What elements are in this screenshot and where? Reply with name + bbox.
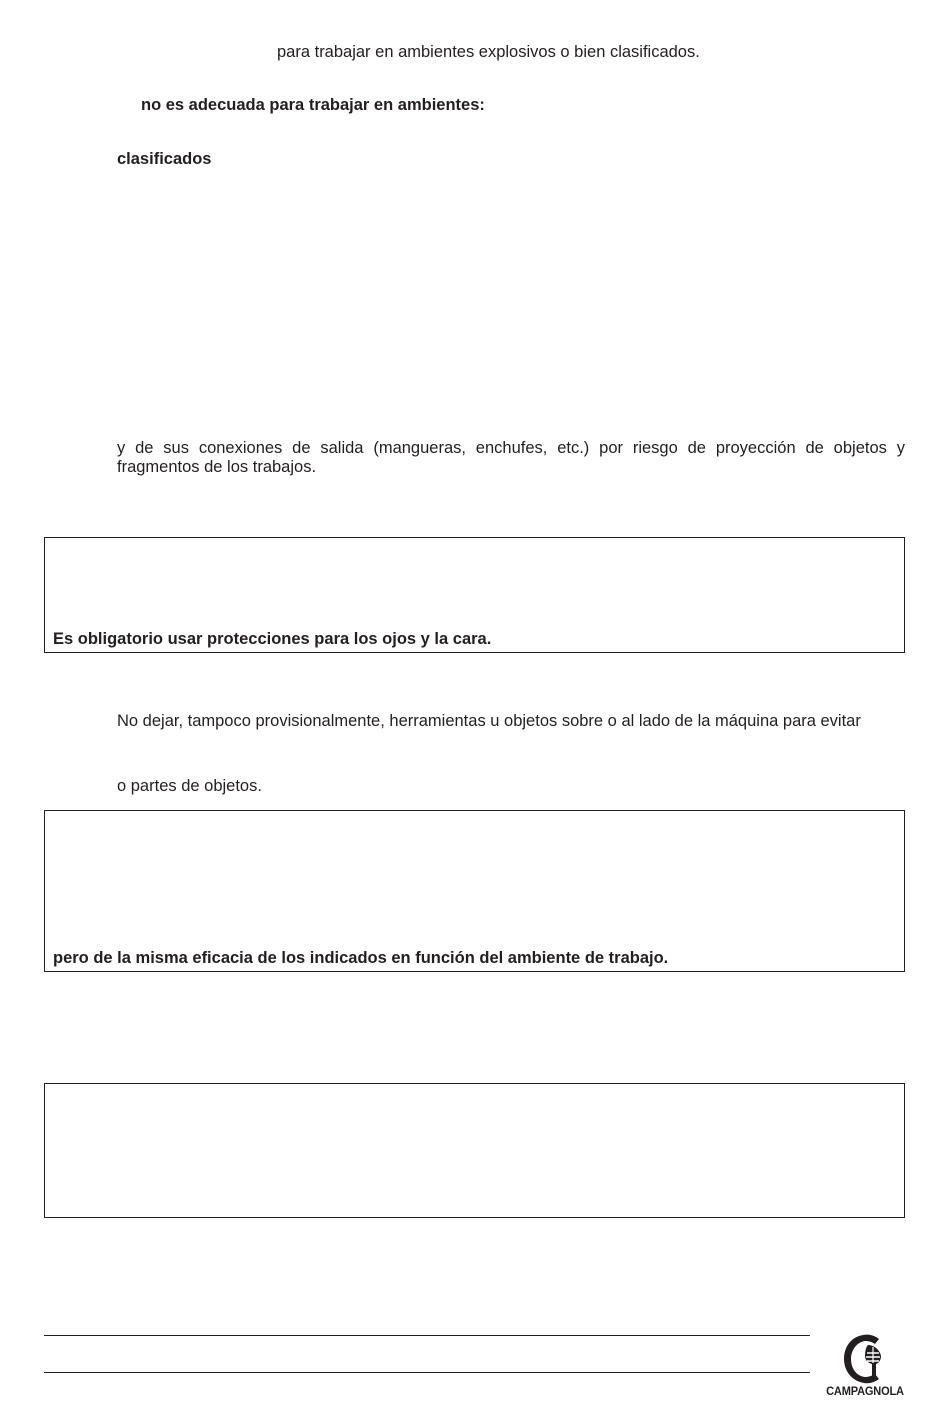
warning-box-empty (44, 1083, 905, 1218)
warning-box-text: Es obligatorio usar protecciones para los ojos y la cara. (53, 630, 492, 648)
warning-box-equivalent-efficacy (44, 810, 905, 972)
footer-rule-top (44, 1335, 810, 1336)
heading-not-suitable: no es adecuada para trabajar en ambientes: (141, 96, 485, 114)
line-explosive-environments: para trabajar en ambientes explosivos o bien clasificados. (277, 43, 700, 61)
logo-text: CAMPAGNOLA (826, 1384, 904, 1398)
footer-rule-bottom (44, 1372, 810, 1373)
paragraph-output-connections: y de sus conexiones de salida (mangueras, enchufes, etc.) por riesgo de proyección de objetos y fragmentos de los trabajos. (117, 439, 905, 476)
warning-box-eye-protection (44, 537, 905, 653)
campagnola-logo (820, 1333, 910, 1399)
campagnola-tree-logo-icon (841, 1333, 889, 1385)
warning-box-text: pero de la misma eficacia de los indicados en función del ambiente de trabajo. (53, 949, 669, 967)
item-classified: clasificados (117, 150, 212, 168)
line-object-parts: o partes de objetos. (117, 777, 262, 795)
line-no-leave-tools: No dejar, tampoco provisionalmente, herramientas u objetos sobre o al lado de la máquina para evitar (117, 712, 861, 730)
